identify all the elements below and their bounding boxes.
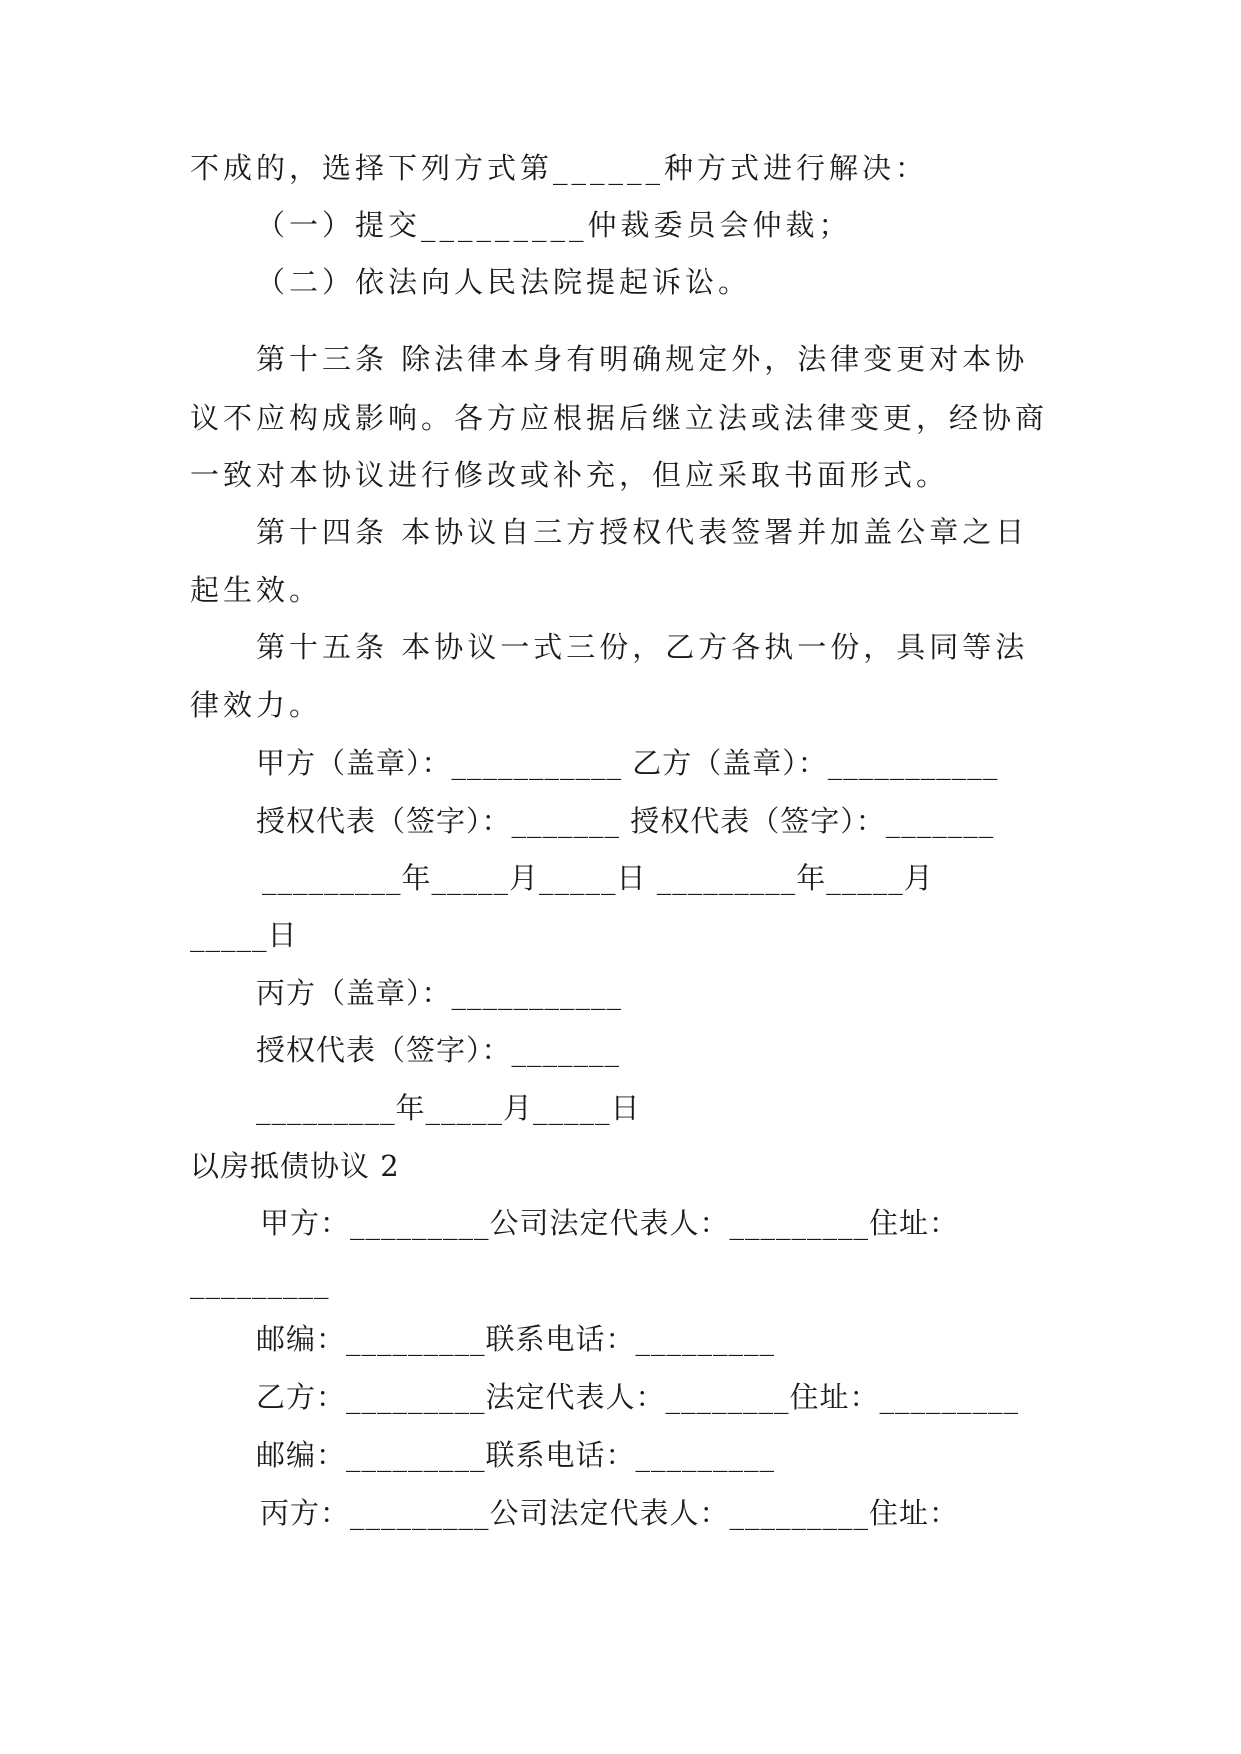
signature-line: 甲方（盖章）：___________ 乙方（盖章）：___________ [256, 746, 999, 780]
date-line: _________年_____月_____日 [256, 1091, 641, 1125]
text-line: 律效力。 [190, 688, 323, 722]
section-title: 以房抵债协议 2 [190, 1149, 400, 1183]
date-line: _________年_____月_____日 _________年_____月 [262, 861, 934, 895]
text-line: 起生效。 [190, 573, 323, 607]
party-line: 丙方：_________公司法定代表人：_________住址： [260, 1496, 960, 1530]
signature-line: 授权代表（签字）：_______ 授权代表（签字）：_______ [256, 804, 995, 838]
text-line: 一致对本协议进行修改或补充，但应采取书面形式。 [190, 458, 950, 492]
party-line: 邮编：_________联系电话：_________ [256, 1438, 776, 1472]
party-line: 邮编：_________联系电话：_________ [256, 1322, 776, 1356]
text-line: （一）提交_________仲裁委员会仲裁； [256, 208, 852, 242]
party-line: 乙方：_________法定代表人：________住址：_________ [256, 1380, 1020, 1414]
text-line: 第十五条 本协议一式三份，乙方各执一份，具同等法 [256, 630, 1029, 664]
text-line: 议不应构成影响。各方应根据后继立法或法律变更，经协商 [190, 401, 1049, 435]
date-line: _____日 [190, 918, 298, 952]
party-line: 甲方：_________公司法定代表人：_________住址： [260, 1206, 960, 1240]
text-line: 第十三条 除法律本身有明确规定外，法律变更对本协 [256, 342, 1029, 376]
signature-line: 丙方（盖章）：___________ [256, 976, 623, 1010]
text-line: 不成的，选择下列方式第______种方式进行解决： [190, 151, 929, 185]
text-line: 第十四条 本协议自三方授权代表签署并加盖公章之日 [256, 515, 1029, 549]
signature-line: 授权代表（签字）：_______ [256, 1033, 621, 1067]
party-line: _________ [190, 1265, 330, 1299]
text-line: （二）依法向人民法院提起诉讼。 [256, 265, 752, 299]
